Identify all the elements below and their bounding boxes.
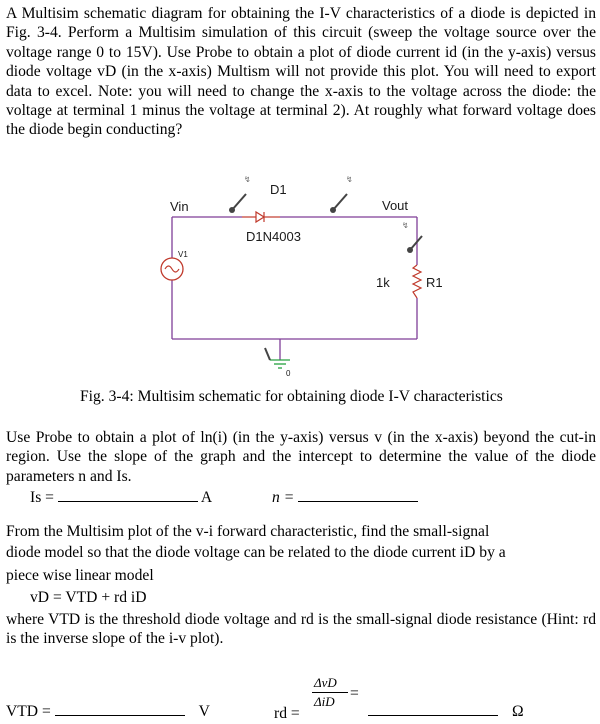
ground-symbol xyxy=(270,360,290,368)
n-answer-blank[interactable] xyxy=(298,489,418,502)
rd-answer-blank[interactable] xyxy=(368,703,498,716)
resistor-value-label: 1k xyxy=(376,275,390,290)
intro-paragraph: A Multisim schematic diagram for obtaining the I-V characteristics of a diode is depicted in Fig. 3-4. Perform a Multisim simulation of this circuit (sweep the voltage source over the voltage range 0 to 15V). Use Probe to obtain a plot of diode current id (in the y-axis) versus diode voltage vD (in the x-axis) Multism will not provide this plot. You will need to export data to excel. Note: you will need to change the x-axis to the voltage across the diode: the voltage at terminal 1 minus the voltage at terminal 2). At roughly what forward voltage does the diode begin conducting? xyxy=(6,5,596,139)
is-answer-blank[interactable] xyxy=(58,489,198,502)
probe-icon xyxy=(229,175,251,213)
pwl-equation: vD = VTD + rd iD xyxy=(30,589,147,606)
model-paragraph-line1: From the Multisim plot of the v-i forward characteristic, find the small-signal xyxy=(6,523,490,540)
probe-icon xyxy=(265,348,270,360)
figure-caption: Fig. 3-4: Multisim schematic for obtaining diode I-V characteristics xyxy=(80,388,503,405)
rd-fraction-numerator: ΔvD xyxy=(314,675,337,690)
is-unit: A xyxy=(200,489,213,506)
probe-paragraph: Use Probe to obtain a plot of ln(i) (in the y-axis) versus v (in the x-axis) beyond the cut-in region. Use the slope of the graph and the intercept to determine the value of the diode parameters n and Is. xyxy=(6,429,596,485)
svg-text:↯: ↯ xyxy=(244,175,251,184)
source-label: V1 xyxy=(178,250,188,259)
resistor-symbol xyxy=(413,265,421,298)
vtd-unit: V xyxy=(198,703,210,720)
n-label: n = xyxy=(272,489,295,506)
model-paragraph-line2: diode model so that the diode voltage can be related to the diode current iD by a xyxy=(6,544,506,561)
ground-label: 0 xyxy=(286,369,291,378)
fraction-bar xyxy=(312,692,348,693)
resistor-name-label: R1 xyxy=(426,275,443,290)
probe-icon xyxy=(330,175,353,213)
rd-equals: = xyxy=(350,685,359,702)
diode-symbol xyxy=(242,212,280,222)
circuit-schematic xyxy=(150,170,450,390)
is-label: Is = xyxy=(30,489,54,506)
vtd-label: VTD = xyxy=(6,703,51,720)
vtd-answer-blank[interactable] xyxy=(55,703,185,716)
svg-text:↯: ↯ xyxy=(402,221,409,230)
d1-label: D1 xyxy=(270,182,287,197)
where-paragraph: where VTD is the threshold diode voltage and rd is the small-signal diode resistance (Hint: rd is the inverse slope of the i-v plot). xyxy=(6,611,596,648)
rd-unit: Ω xyxy=(512,703,524,720)
rd-label: rd = xyxy=(274,705,300,722)
vin-label: Vin xyxy=(170,199,189,214)
rd-fraction-denominator: ΔiD xyxy=(314,694,335,709)
diode-model-label: D1N4003 xyxy=(246,229,301,244)
model-paragraph-line3: piece wise linear model xyxy=(6,567,154,584)
vout-label: Vout xyxy=(382,198,409,213)
svg-text:↯: ↯ xyxy=(346,175,353,184)
voltage-source-symbol xyxy=(161,258,183,280)
probe-icon xyxy=(402,221,422,253)
